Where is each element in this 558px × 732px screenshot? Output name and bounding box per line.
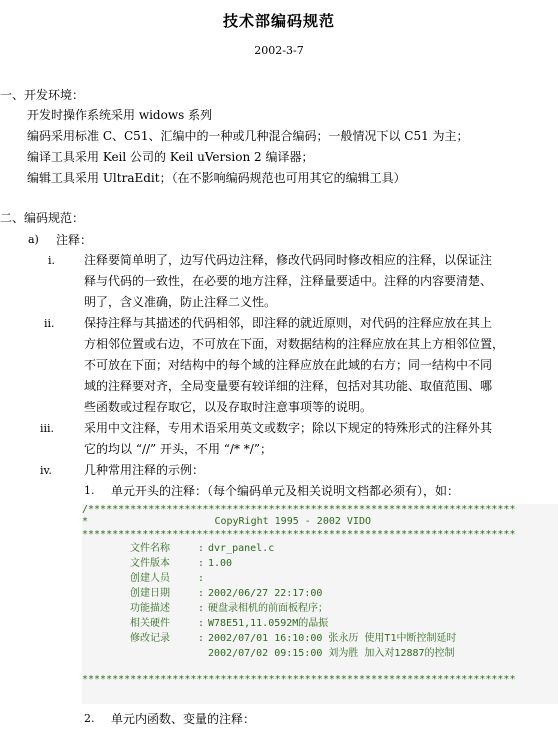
item-i-number: i. (48, 254, 56, 267)
item-ii-text (84, 313, 504, 418)
code-field-value: 硬盘录相机的前面板程序； (208, 603, 328, 615)
example-1-label: 单元开头的注释：（每个编码单元及相关说明文档都必须有），如： (111, 484, 460, 498)
subsection-a-number: a) (28, 233, 39, 246)
code-field-value: 2002/07/01 16:10:00 张永历 使用T1中断控制延时 (208, 633, 457, 645)
item-i-line-1: 注释要简单明了，边写代码边注释，修改代码同时修改相应的注释，以保证注 (84, 253, 493, 267)
item-ii-line-4: 域的注释要对齐，全局变量要有较详细的注释，包括对其功能、取值范围、哪 (84, 379, 493, 393)
item-iv-number: iv. (40, 464, 52, 477)
item-ii-line-2: 方相邻位置或右边，不可放在下面，对数据结构的注释应放在其上方相邻位置， (84, 337, 505, 351)
example-2-label: 单元内函数、变量的注释： (111, 712, 256, 726)
code-field-separator: : (186, 603, 205, 615)
document-date: 2002-3-7 (254, 44, 304, 57)
code-field-separator: : (186, 633, 205, 645)
code-stars-bottom: ************************************************************************ (82, 673, 516, 685)
env-line-compiler: 编译工具采用 Keil 公司的 Keil uVersion 2 编译器； (27, 150, 314, 164)
code-field-row (82, 616, 558, 631)
env-line-editor: 编辑工具采用 UltraEdit；（在不影响编码规范也可用其它的编辑工具） (27, 171, 406, 185)
example-2-number: 2. (84, 712, 95, 725)
code-field-separator: : (186, 588, 205, 600)
item-i-line-3: 明了，含义准确，防止注释二义性。 (84, 295, 277, 309)
code-field-separator: : (186, 618, 205, 630)
code-field-key: 文件名称 (130, 543, 170, 555)
item-iv-text: 几种常用注释的示例： (84, 463, 205, 477)
section-1-heading: 一、开发环境： (0, 88, 85, 102)
code-field-key: 修改记录 (130, 633, 170, 645)
code-field-key: 创建日期 (130, 588, 170, 600)
example-1-number: 1. (84, 484, 95, 497)
code-field-separator: : (186, 543, 205, 555)
item-ii-line-1: 保持注释与其描述的代码相邻，即注释的就近原则，对代码的注释应放在其上 (84, 316, 493, 330)
item-i-text (84, 250, 492, 313)
code-field-value: dvr_panel.c (208, 543, 275, 555)
code-field-key: 文件版本 (130, 558, 170, 570)
subsection-a-label: 注释： (56, 233, 93, 247)
code-field-row (82, 601, 558, 616)
code-field-value: W78E51,11.0592M的晶振 (208, 618, 329, 630)
code-field-row (82, 556, 558, 571)
code-field-row (82, 571, 558, 586)
code-field-key: 相关硬件 (130, 618, 170, 630)
code-field-row (82, 631, 558, 646)
code-field-row (82, 646, 558, 661)
document-title: 技术部编码规范 (222, 12, 335, 30)
code-copyright-line: * CopyRight 1995 - 2002 VIDO (82, 516, 371, 528)
item-ii-number: ii. (44, 317, 55, 330)
code-field-key: 功能描述 (130, 603, 170, 615)
code-example-block (82, 504, 558, 704)
code-field-row (82, 586, 558, 601)
section-2-heading: 二、编码规范： (0, 211, 85, 225)
item-ii-line-3: 不可放在下面；对结构中的每个域的注释应放在此域的右方；同一结构中不同 (84, 358, 493, 372)
item-iii-number: iii. (40, 422, 55, 435)
code-field-separator: : (186, 573, 205, 585)
item-i-line-2: 释与代码的一致性，在必要的地方注释，注释量要适中。注释的内容要清楚、 (84, 274, 493, 288)
item-iii-text (84, 418, 492, 460)
code-field-value: 2002/07/02 09:15:00 刘为胜 加入对12887的控制 (208, 648, 455, 660)
code-stars-mid: ************************************************************************ (82, 528, 516, 540)
env-line-language: 编码采用标准 C、C51、汇编中的一种或几种混合编码；一般情况下以 C51 为主； (27, 129, 469, 143)
code-field-separator: : (186, 558, 205, 570)
item-iii-line-1: 采用中文注释，专用术语采用英文或数字；除以下规定的特殊形式的注释外其 (84, 421, 493, 435)
code-field-key: 创建人员 (130, 573, 170, 585)
code-field-row (82, 541, 558, 556)
code-field-value: 1.00 (208, 558, 233, 570)
code-field-value: 2002/06/27 22:17:00 (208, 588, 323, 600)
code-field-separator (186, 646, 208, 661)
env-line-os: 开发时操作系统采用 widows 系列 (27, 108, 213, 122)
code-blank-line (82, 661, 558, 673)
item-ii-line-5: 些函数或过程存取它，以及存取时注意事项等的说明。 (84, 400, 373, 414)
item-iii-line-2: 它的均以 “//” 开头，不用 “/* */”； (84, 442, 272, 456)
code-stars-top: /*********************************************************************** (82, 504, 516, 515)
code-field-list (82, 541, 558, 661)
